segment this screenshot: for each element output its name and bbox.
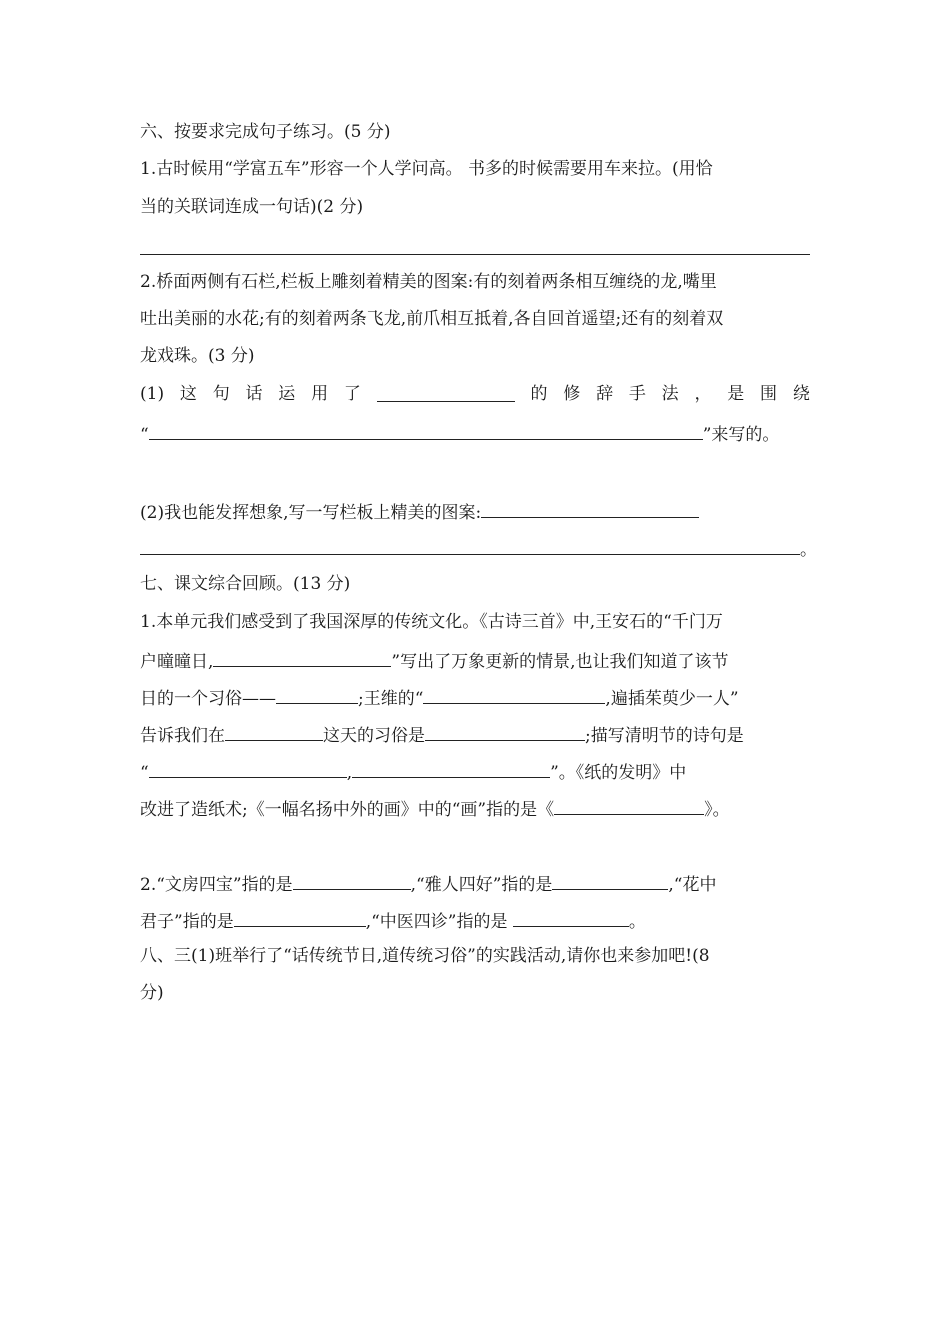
sub1-char: 运 [278,384,296,404]
custom-blank[interactable] [276,684,358,704]
q7-1-line3: 日的一个习俗—— ;王维的“ ,遍插茱萸少一人” [140,684,739,711]
q6-1-line1: 1.古时候用“学富五车”形容一个人学问高。 书多的时候需要用车来拉。(用恰 [140,159,713,179]
q6-2-sub2-line1: (2)我也能发挥想象,写一写栏板上精美的图案: [140,498,699,525]
sub1-char: 的 [530,384,548,404]
pattern-blank-1[interactable] [481,498,699,518]
sub1-char: 用 [311,384,329,404]
sub1-char: 围 [760,384,778,404]
q7-1-line1: 1.本单元我们感受到了我国深厚的传统文化。《古诗三首》中,王安石的“千门万 [140,612,723,632]
sub1-char: 辞 [596,384,614,404]
section-7-heading: 七、课文综合回顾。(13 分) [140,574,351,594]
section-6-heading: 六、按要求完成句子练习。(5 分) [140,122,391,142]
sub1-char: 法 [661,384,679,404]
sub1-char: 绕 [792,384,810,404]
q6-2-line3: 龙戏珠。(3 分) [140,346,255,366]
q7-1-line6: 改进了造纸术;《一幅名扬中外的画》中的“画”指的是《 》。 [140,795,730,822]
q6-1-line2: 当的关联词连成一句话)(2 分) [140,197,364,217]
sub1-char: 修 [563,384,581,404]
sub1-char: (1) [140,384,165,404]
sub1-char: 话 [245,384,263,404]
rhetoric-blank[interactable] [377,382,515,402]
sub1-char: ， [694,384,712,404]
study-treasures-blank[interactable] [293,870,411,890]
q6-1-answer-line[interactable] [140,254,810,255]
section-8-line2: 分) [140,983,164,1003]
poem-blank[interactable] [213,647,391,667]
q7-1-line4: 告诉我们在 这天的习俗是 ;描写清明节的诗句是 [140,721,744,748]
q7-1-line5: “ , ”。《纸的发明》中 [140,758,686,785]
sub1-char: 了 [343,384,361,404]
qingming-blank-1[interactable] [149,758,347,778]
q6-2-sub1-line1 [140,382,810,406]
sub1-char: 这 [179,384,197,404]
sub1-char: 是 [727,384,745,404]
sub1-char: 句 [212,384,230,404]
festival-blank[interactable] [225,721,323,741]
q7-1-line2: 户曈曈日, ”写出了万象更新的情景,也让我们知道了该节 [140,647,729,674]
q6-2-sub2-line2: 。 [140,535,817,562]
four-gentlemen-blank[interactable] [234,907,366,927]
wangwei-blank[interactable] [423,684,605,704]
festival-custom-blank[interactable] [425,721,585,741]
qingming-blank-2[interactable] [352,758,550,778]
painting-blank[interactable] [554,795,704,815]
four-arts-blank[interactable] [552,870,668,890]
pattern-blank-2[interactable] [140,535,800,555]
q7-2-line1: 2.“文房四宝”指的是 ,“雅人四好”指的是 ,“花中 [140,870,717,897]
q6-2-line2: 吐出美丽的水花;有的刻着两条飞龙,前爪相互抵着,各自回首遥望;还有的刻着双 [140,309,724,329]
four-diagnostics-blank[interactable] [513,907,629,927]
section-8-line1: 八、三(1)班举行了“话传统节日,道传统习俗”的实践活动,请你也来参加吧!(8 [140,946,710,966]
q6-2-line1: 2.桥面两侧有石栏,栏板上雕刻着精美的图案:有的刻着两条相互缠绕的龙,嘴里 [140,272,717,292]
q7-2-line2: 君子”指的是 ,“中医四诊”指的是 。 [140,907,646,934]
q6-2-sub1-line2: “ ”来写的。 [140,420,779,447]
topic-blank[interactable] [149,420,703,440]
sub1-char: 手 [628,384,646,404]
